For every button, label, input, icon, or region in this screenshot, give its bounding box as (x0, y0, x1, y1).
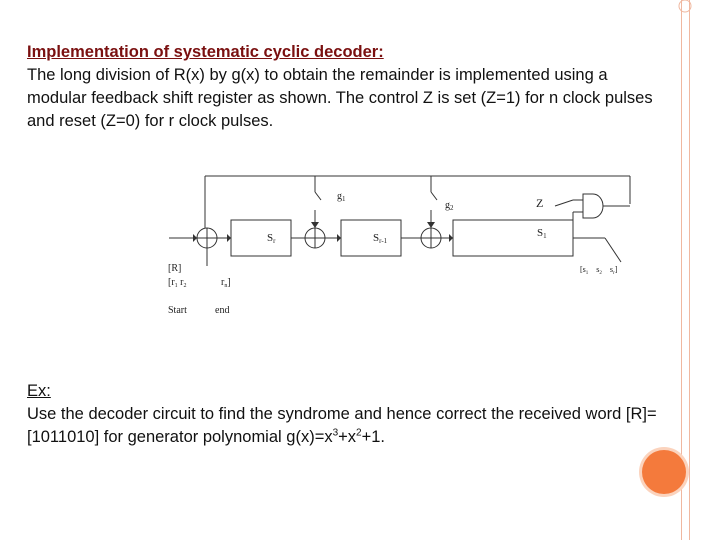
reg-sr-label: Sr (267, 232, 276, 245)
circuit-svg (165, 170, 645, 330)
reg-s1-label: S1 (537, 227, 547, 240)
decoder-circuit-diagram (165, 170, 645, 335)
output-sequence: [$s_1$ $s_2$ $s_r$] (580, 265, 618, 276)
and-gate (583, 194, 603, 218)
register-s1 (453, 220, 573, 256)
intro-text (27, 41, 667, 133)
decorative-border-line (689, 0, 690, 540)
slide-heading: Implementation of systematic cyclic decoder: (27, 43, 384, 61)
start-label: Start (168, 305, 187, 316)
intro-paragraph: The long division of R(x) by g(x) to obtain the remainder is implemented using a modular feedback shift register as shown. The control Z is set (Z=1) for n clock pulses and reset (Z=0) for r clock pulses. (27, 66, 653, 130)
example-body-mid: +x (338, 428, 357, 446)
g2-label: $g_2$ (445, 200, 454, 212)
input-sequence-end: $r_n$] (221, 277, 231, 289)
exponent: 2 (356, 427, 362, 439)
example-title: Ex: (27, 382, 51, 400)
input-sequence: [$r_1$ $r_2$ (168, 277, 187, 289)
z-label: Z (536, 196, 544, 210)
input-label: [R] (168, 263, 182, 274)
decorative-orange-circle (642, 450, 686, 494)
exponent: 3 (332, 427, 339, 439)
reg-sr1-label: Sr-1 (373, 232, 388, 245)
register-sr (231, 220, 291, 256)
g1-label: $g_1$ (337, 191, 346, 203)
decorative-ring (675, 0, 695, 20)
register-sr-1 (341, 220, 401, 256)
end-label: end (215, 305, 230, 316)
example-body-end: +1. (361, 428, 386, 446)
example-text (27, 380, 667, 449)
example-body: Use the decoder circuit to find the syndrome and hence correct the received word [R]=[1011010] for generator polynomial g(x)=x (27, 405, 657, 446)
